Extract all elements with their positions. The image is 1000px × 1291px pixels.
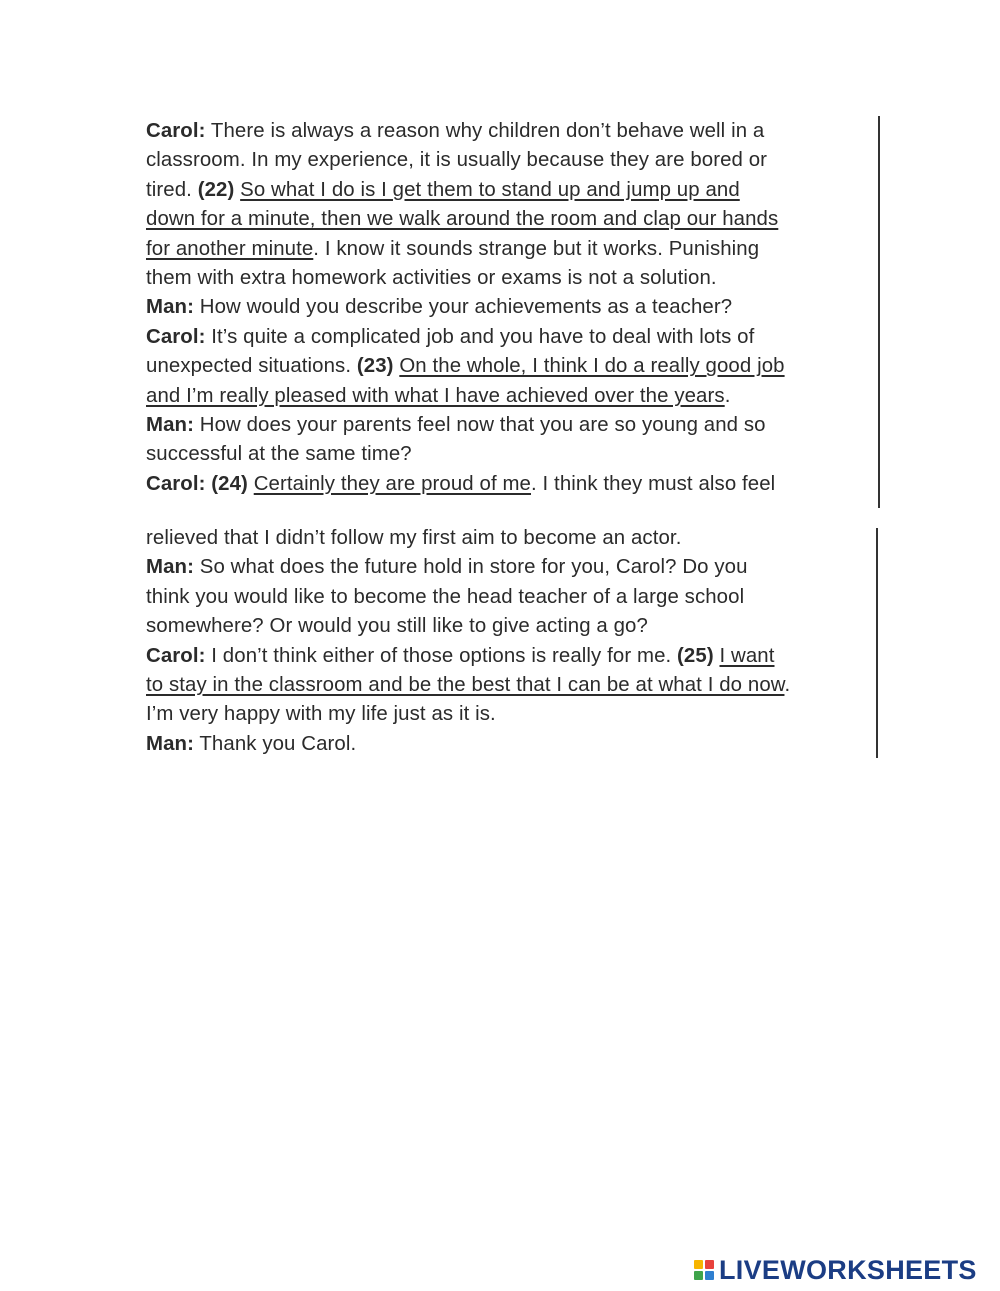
question-number: (24) — [211, 472, 248, 495]
transcript-line — [146, 524, 876, 553]
transcript-line — [146, 671, 876, 700]
transcript-line — [146, 117, 876, 146]
text-segment: How would you describe your achievements as a teacher? — [193, 296, 733, 319]
brand-name: LIVEWORKSHEETS — [719, 1254, 977, 1285]
transcript-block-2 — [146, 524, 876, 759]
speaker-label: Man: — [146, 296, 194, 319]
question-number: (22) — [197, 178, 235, 201]
text-segment: . — [724, 384, 731, 407]
transcript-line — [146, 700, 876, 729]
transcript-line — [146, 205, 876, 234]
speaker-label: Man: — [146, 414, 194, 437]
transcript-line — [146, 612, 876, 641]
liveworksheets-logo[interactable] — [694, 1254, 977, 1286]
text-segment: successful at the same time? — [146, 443, 412, 466]
speaker-label: Carol: — [146, 120, 206, 142]
liveworksheets-logo-icon — [694, 1260, 714, 1280]
transcript-line — [146, 146, 876, 175]
transcript-block-1 — [146, 117, 876, 499]
text-segment: It’s quite a complicated job and you have to deal with lots of — [205, 325, 755, 348]
transcript-line — [146, 583, 876, 612]
transcript-line — [146, 323, 876, 352]
text-segment: think you would like to become the head teacher of a large school — [146, 585, 745, 608]
question-number: (25) — [677, 644, 714, 667]
text-segment: Thank you Carol. — [193, 732, 357, 755]
answer-underline: So what I do is I get them to stand up and jump up and — [240, 178, 740, 201]
transcript-line — [146, 293, 876, 322]
answer-underline: to stay in the classroom and be the best that I can be at what I do now — [146, 674, 785, 697]
margin-rule-1 — [878, 116, 880, 508]
text-segment: . I think they must also feel — [531, 472, 776, 495]
answer-underline: for another minute — [146, 237, 314, 260]
transcript-line — [146, 440, 876, 469]
answer-underline: On the whole, I think I do a really good job — [399, 355, 785, 378]
transcript-line — [146, 176, 876, 205]
text-segment: tired. — [146, 178, 198, 201]
text-segment: unexpected situations. — [146, 355, 357, 378]
text-segment: I don’t think either of those options is really for me. — [205, 644, 678, 667]
speaker-label: Man: — [146, 732, 194, 755]
text-segment: . I know it sounds strange but it works. Punishing — [313, 237, 760, 260]
text-segment: There is always a reason why children don’t behave well in a — [205, 120, 765, 142]
transcript-line — [146, 642, 876, 671]
speaker-label: Carol: — [146, 325, 206, 348]
transcript-line — [146, 411, 876, 440]
text-segment: . — [784, 674, 791, 697]
text-segment: them with extra homework activities or exams is not a solution. — [146, 267, 717, 290]
text-segment: classroom. In my experience, it is usually because they are bored or — [146, 149, 768, 172]
answer-underline: and I’m really pleased with what I have achieved over the years — [146, 384, 725, 407]
transcript-line — [146, 553, 876, 582]
answer-underline: down for a minute, then we walk around the room and clap our hands — [146, 208, 779, 231]
speaker-label: Carol: — [146, 644, 206, 667]
text-segment: So what does the future hold in store for you, Carol? Do you — [193, 556, 748, 579]
answer-underline: Certainly they are proud of me — [253, 472, 531, 495]
answer-underline: I want — [719, 644, 775, 667]
transcript-line — [146, 470, 876, 499]
text-segment: somewhere? Or would you still like to give acting a go? — [146, 615, 648, 638]
text-segment: How does your parents feel now that you are so young and so — [193, 414, 766, 437]
text-segment: I’m very happy with my life just as it is. — [146, 703, 496, 726]
transcript-line — [146, 264, 876, 293]
transcript-line — [146, 730, 876, 759]
speaker-label: Carol: — [146, 472, 206, 495]
speaker-label: Man: — [146, 556, 194, 579]
transcript-line — [146, 382, 876, 411]
text-segment: relieved that I didn’t follow my first aim to become an actor. — [146, 527, 682, 549]
transcript-line — [146, 235, 876, 264]
question-number: (23) — [356, 355, 394, 378]
transcript-line — [146, 352, 876, 381]
margin-rule-2 — [876, 528, 878, 758]
